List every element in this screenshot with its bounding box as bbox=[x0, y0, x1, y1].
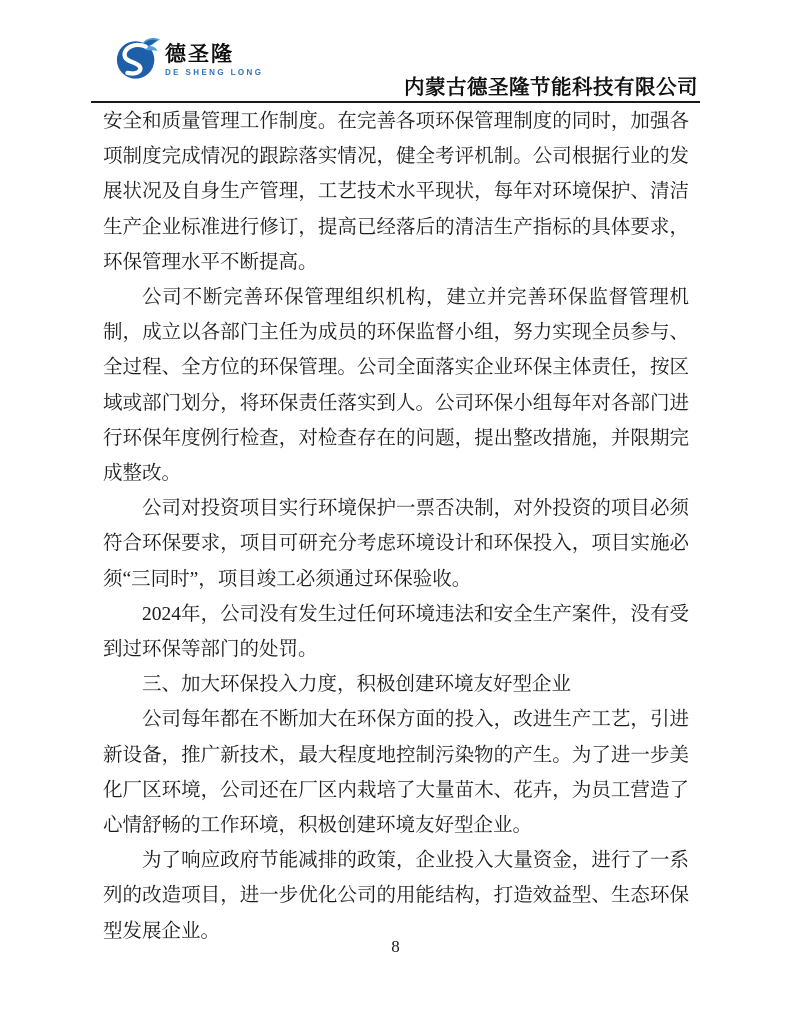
logo-name-en: DE SHENG LONG bbox=[165, 68, 264, 77]
logo-text-block bbox=[165, 34, 263, 77]
company-logo bbox=[114, 34, 263, 82]
paragraph: 2024年，公司没有发生过任何环境违法和安全生产案件，没有受到过环保等部门的处罚。 bbox=[103, 603, 689, 661]
paragraph: 公司对投资项目实行环境保护一票否决制，对外投资的项目必须符合环保要求，项目可研充分考虑环境设计和环保投入，项目实施必须“三同时”，项目竣工必须通过环保验收。 bbox=[103, 498, 689, 590]
page-number: 8 bbox=[391, 937, 400, 956]
paragraph: 公司每年都在不断加大在环保方面的投入，改进生产工艺，引进新设备，推广新技术，最大程度地控制污染物的产生。为了进一步美化厂区环境，公司还在厂区内栽培了大量苗木、花卉，为员工营造了心情舒畅的工作环境，积极创建环境友好型企业。 bbox=[103, 709, 689, 837]
document-body bbox=[103, 104, 689, 949]
paragraph: 安全和质量管理工作制度。在完善各项环保管理制度的同时，加强各项制度完成情况的跟踪落实情况，健全考评机制。公司根据行业的发展状况及自身生产管理，工艺技术水平现状，每年对环境保护、清洁生产企业标准进行修订，提高已经落后的清洁生产指标的具体要求，环保管理水平不断提高。 bbox=[103, 111, 689, 273]
logo-name-cn: 德圣隆 bbox=[165, 43, 234, 66]
company-name: 内蒙古德圣隆节能科技有限公司 bbox=[404, 77, 698, 99]
header-divider bbox=[91, 101, 700, 103]
dragon-s-icon bbox=[114, 34, 162, 82]
page-header bbox=[91, 33, 700, 101]
paragraph: 为了响应政府节能减排的政策，企业投入大量资金，进行了一系列的改造项目，进一步优化公司的用能结构，打造效益型、生态环保型发展企业。 bbox=[103, 850, 689, 942]
paragraph: 公司不断完善环保管理组织机构，建立并完善环保监督管理机制，成立以各部门主任为成员的环保监督小组，努力实现全员参与、全过程、全方位的环保管理。公司全面落实企业环保主体责任，按区域或部门划分，将环保责任落实到人。公司环保小组每年对各部门进行环保年度例行检查，对检查存在的问题，提出整改措施，并限期完成整改。 bbox=[103, 287, 689, 485]
section-heading: 三、加大环保投入力度，积极创建环境友好型企业 bbox=[142, 674, 572, 696]
